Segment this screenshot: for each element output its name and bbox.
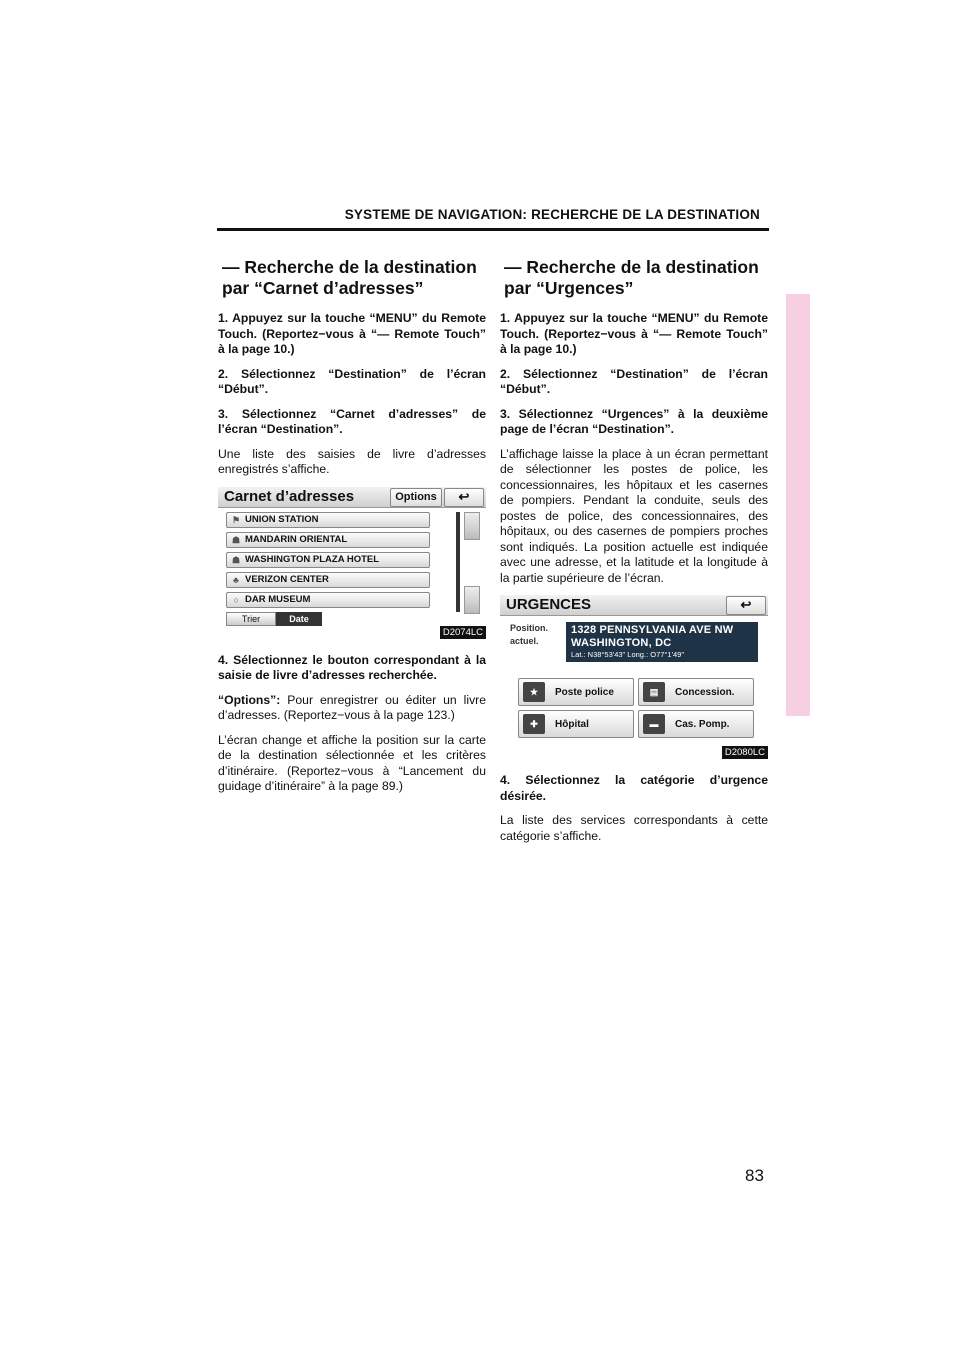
options-button[interactable]: Options bbox=[390, 488, 442, 507]
flag-icon: ⚑ bbox=[231, 514, 241, 525]
step-3: 3. Sélectionnez “Urgences” à la deuxième page de l’écran “Destination”. bbox=[500, 406, 768, 436]
address-book-screen bbox=[218, 487, 486, 639]
step-2: 2. Sélectionnez “Destination” de l’écran “Début”. bbox=[218, 366, 486, 396]
header-rule bbox=[217, 228, 769, 231]
category-grid bbox=[500, 672, 768, 738]
address-line2: WASHINGTON, DC bbox=[571, 637, 672, 649]
screen-title-bar bbox=[500, 595, 768, 616]
emergency-screen bbox=[500, 595, 768, 759]
step-3: 3. Sélectionnez “Carnet d’adresses” de l’écran “Destination”. bbox=[218, 406, 486, 436]
screen-title: URGENCES bbox=[506, 596, 592, 613]
step-4: 4. Sélectionnez le bouton correspondant à la saisie de livre d’adresses recherchée. bbox=[218, 652, 486, 682]
step-2: 2. Sélectionnez “Destination” de l’écran “Début”. bbox=[500, 366, 768, 396]
step-1: 1. Appuyez sur la touche “MENU” du Remote Touch. (Reportez−vous à “— Remote Touch” à la page 10.) bbox=[218, 311, 486, 356]
back-button[interactable] bbox=[444, 488, 484, 507]
scroll-up-button[interactable] bbox=[464, 512, 480, 540]
scroll-track bbox=[456, 512, 460, 612]
section-title-urgences: — Recherche de la destination par “Urgences” bbox=[504, 257, 759, 298]
back-button[interactable] bbox=[726, 596, 766, 615]
step-4: 4. Sélectionnez la catégorie d’urgence désirée. bbox=[500, 773, 768, 803]
section-title-carnet: — Recherche de la destination par “Carnet d’adresses” bbox=[222, 257, 477, 298]
screen-title-bar bbox=[218, 487, 486, 508]
sort-button[interactable]: Trier bbox=[226, 612, 276, 626]
closing-text: La liste des services correspondants à cette catégorie s’affiche. bbox=[500, 813, 768, 843]
sort-value: Date bbox=[276, 612, 322, 626]
hospital-button[interactable]: ✚ Hôpital bbox=[518, 710, 634, 738]
police-badge-icon: ★ bbox=[523, 682, 545, 702]
address-entry[interactable]: ○ DAR MUSEUM bbox=[226, 592, 430, 608]
address-entry[interactable]: ♣ VERIZON CENTER bbox=[226, 572, 430, 588]
hotel-icon: ☗ bbox=[231, 534, 241, 545]
address-entry[interactable]: ☗ WASHINGTON PLAZA HOTEL bbox=[226, 552, 430, 568]
current-position bbox=[500, 616, 768, 672]
step-1: 1. Appuyez sur la touche “MENU” du Remote Touch. (Reportez−vous à “— Remote Touch” à la page 10.) bbox=[500, 311, 768, 356]
chapter-tab bbox=[786, 294, 810, 716]
left-column bbox=[218, 257, 486, 804]
address-entry[interactable]: ☗ MANDARIN ORIENTAL bbox=[226, 532, 430, 548]
screen-title: Carnet d’adresses bbox=[224, 487, 355, 505]
hotel-icon: ☗ bbox=[231, 554, 241, 565]
body-text: L’affichage laisse la place à un écran permettant de sélectionner les postes de police, les concessionnaires, les hôpitaux et les casernes de pompiers. Pendant la conduite, seuls des postes de police, des concessionnaires, des hôpitaux, ou des casernes de pompiers proches sont indiqués. La position actuelle est indiquée avec une adresse, et la latitude et la longitude à la partie supérieure de l’écran. bbox=[500, 446, 768, 585]
sort-row bbox=[226, 612, 486, 626]
page-number: 83 bbox=[745, 1166, 764, 1185]
address-line1: 1328 PENNSYLVANIA AVE NW bbox=[571, 624, 734, 636]
position-box bbox=[566, 622, 758, 662]
back-arrow-icon: ↩ bbox=[740, 597, 752, 612]
venue-icon: ♣ bbox=[233, 574, 239, 585]
running-header: SYSTEME DE NAVIGATION: RECHERCHE DE LA DESTINATION bbox=[344, 207, 760, 222]
scroll-down-button[interactable] bbox=[464, 586, 480, 614]
options-note: “Options”: Pour enregistrer ou éditer un livre d’adresses. (Reportez−vous à la page 123.) bbox=[218, 692, 486, 722]
position-label: Position. actuel. bbox=[510, 623, 548, 646]
list-scrollbar[interactable] bbox=[456, 512, 476, 612]
address-list bbox=[218, 508, 486, 608]
fire-truck-icon: ▬ bbox=[643, 714, 665, 734]
figure-code: D2080LC bbox=[722, 746, 768, 759]
police-button[interactable]: ★ Poste police bbox=[518, 678, 634, 706]
back-arrow-icon: ↩ bbox=[458, 488, 470, 504]
hospital-icon: ✚ bbox=[523, 714, 545, 734]
dealer-icon: ▤ bbox=[643, 682, 665, 702]
coordinates: Lat.: N38°53'43" Long.: O77°1'49" bbox=[571, 650, 685, 659]
right-column bbox=[500, 257, 768, 853]
closing-text: L’écran change et affiche la position sur la carte de la destination sélectionnée et les critères d’itinéraire. (Reportez−vous à “Lancement du guidage d’itinéraire” à la page 89.) bbox=[218, 732, 486, 793]
intro-text: Une liste des saisies de livre d’adresses enregistrés s’affiche. bbox=[218, 446, 486, 476]
figure-code: D2074LC bbox=[440, 626, 486, 639]
fire-station-button[interactable]: ▬ Cas. Pomp. bbox=[638, 710, 754, 738]
address-entry[interactable]: ⚑ UNION STATION bbox=[226, 512, 430, 528]
circle-icon: ○ bbox=[233, 594, 239, 605]
dealer-button[interactable]: ▤ Concession. bbox=[638, 678, 754, 706]
